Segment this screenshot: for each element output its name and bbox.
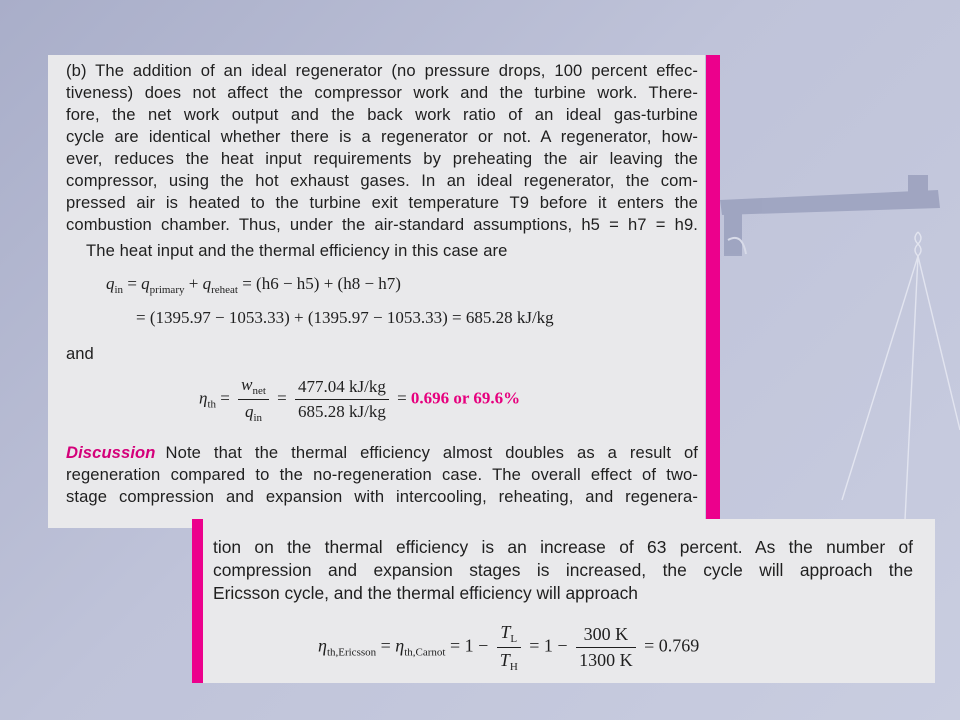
and-label: and [66, 344, 94, 363]
paragraph-b [66, 60, 698, 236]
eq3-num1-sub: net [252, 385, 266, 397]
eq4-num1: T [500, 622, 511, 642]
eq1-term2: q [202, 274, 212, 293]
eq4-num1-sub: L [510, 633, 518, 645]
eq1-term2-sub: reheat [211, 284, 238, 296]
eq3-lhs-sub: th [207, 398, 216, 411]
eq1-rhs: = (h6 − h5) + (h8 − h7) [242, 274, 401, 293]
eq3-fraction-numeric [295, 377, 389, 422]
discussion-paragraph [66, 442, 698, 508]
continuation-line: Ericsson cycle, and the thermal efficiency will approach [213, 583, 638, 603]
eq4-num2: 300 K [576, 624, 636, 648]
eq1-lhs: q [106, 274, 115, 293]
continuation-line: tion on the thermal efficiency is an increase of 63 percent. As the number of [213, 537, 913, 557]
eq4-mid-sub: th,Carnot [404, 646, 446, 659]
eq1-term1-sub: primary [149, 284, 185, 296]
eq3-den1: q [244, 402, 254, 421]
eq4-result: = 0.769 [644, 635, 700, 656]
eq1-lhs-sub: in [114, 284, 124, 296]
eq3-lhs: η [199, 388, 208, 408]
eq1-term1: q [141, 274, 150, 293]
equation-thermal-efficiency: $\eta_{th}$ = $\frac{w_{net}}{q_{in}}$ = $\frac{477.04 kJ/kg}{685.28 kJ/kg}$ = 0.696 or 69.6% [199, 375, 521, 424]
accent-bar-bottom [192, 519, 203, 683]
paragraph-b-line: pressed air is heated to the turbine exit temperature T9 before it enters the [66, 193, 698, 212]
eq3-num1: w [241, 375, 253, 394]
discussion-label: Discussion [66, 443, 156, 462]
paragraph-b-line: cycle are identical whether there is a regenerator or not. A regenerator, how- [66, 127, 698, 146]
paragraph-b-line: (b) The addition of an ideal regenerator (no pressure drops, 100 percent effec- [66, 61, 698, 80]
eq4-lhs-sub: th,Ericsson [326, 646, 377, 659]
eq4-den1: T [499, 650, 510, 670]
eq4-mid: η [395, 635, 405, 656]
paragraph-b-line: fore, the net work output and the back work ratio of an ideal gas-turbine [66, 105, 698, 124]
paragraph-b-line: compressor, using the hot exhaust gases. In an ideal regenerator, the com- [66, 171, 698, 190]
eq4-den2: 1300 K [579, 650, 633, 670]
discussion-line: stage compression and expansion with intercooling, reheating, and regenera- [66, 487, 698, 506]
paragraph-b-line: combustion chamber. Thus, under the air-standard assumptions, h5 = h7 = h9. [66, 215, 698, 234]
eq3-num2: 477.04 kJ/kg [295, 377, 389, 400]
heat-input-intro: The heat input and the thermal efficiency in this case are [86, 241, 508, 260]
eq4-one-repeat: 1 − [543, 635, 568, 656]
eq4-fraction-numeric [576, 624, 636, 671]
discussion-text: Note that the thermal efficiency almost doubles as a result of [165, 443, 698, 462]
eq4-lhs: η [318, 635, 327, 656]
eq4-one: 1 − [464, 635, 489, 656]
equation-heat-input: $q_{in} = q_{primary} + q_{reheat} = (h6 - h5) + (h8 - h7)$ [106, 274, 401, 296]
eq3-fraction-symbolic [238, 375, 269, 424]
paragraph-b-line: ever, reduces the heat input requirements by preheating the air leaving the [66, 149, 698, 168]
eq4-fraction-symbolic [497, 622, 521, 673]
equation-ericsson-efficiency: $\eta_{th,Ericsson} = \eta_{th,Carnot} = 1$ − $\frac{T_L}{T_H}$ = 1 − $\frac{300 K}{1300 K}$ = 0.769 [318, 622, 700, 673]
continuation-line: compression and expansion stages is increased, the cycle will approach the [213, 560, 913, 580]
discussion-line: regeneration compared to the no-regeneration case. The overall effect of two- [66, 465, 698, 484]
eq3-result: 0.696 or 69.6% [410, 388, 521, 408]
eq3-den1-sub: in [253, 412, 263, 424]
continuation-paragraph [213, 536, 913, 605]
eq4-den1-sub: H [509, 661, 518, 673]
discussion-line [66, 442, 698, 464]
paragraph-b-line: tiveness) does not affect the compressor work and the turbine work. There- [66, 83, 698, 102]
eq3-den2: 685.28 kJ/kg [297, 402, 386, 421]
accent-bar-top [706, 55, 720, 521]
equation-heat-input-value: = (1395.97 − 1053.33) + (1395.97 − 1053.33) = 685.28 kJ/kg [136, 308, 554, 327]
